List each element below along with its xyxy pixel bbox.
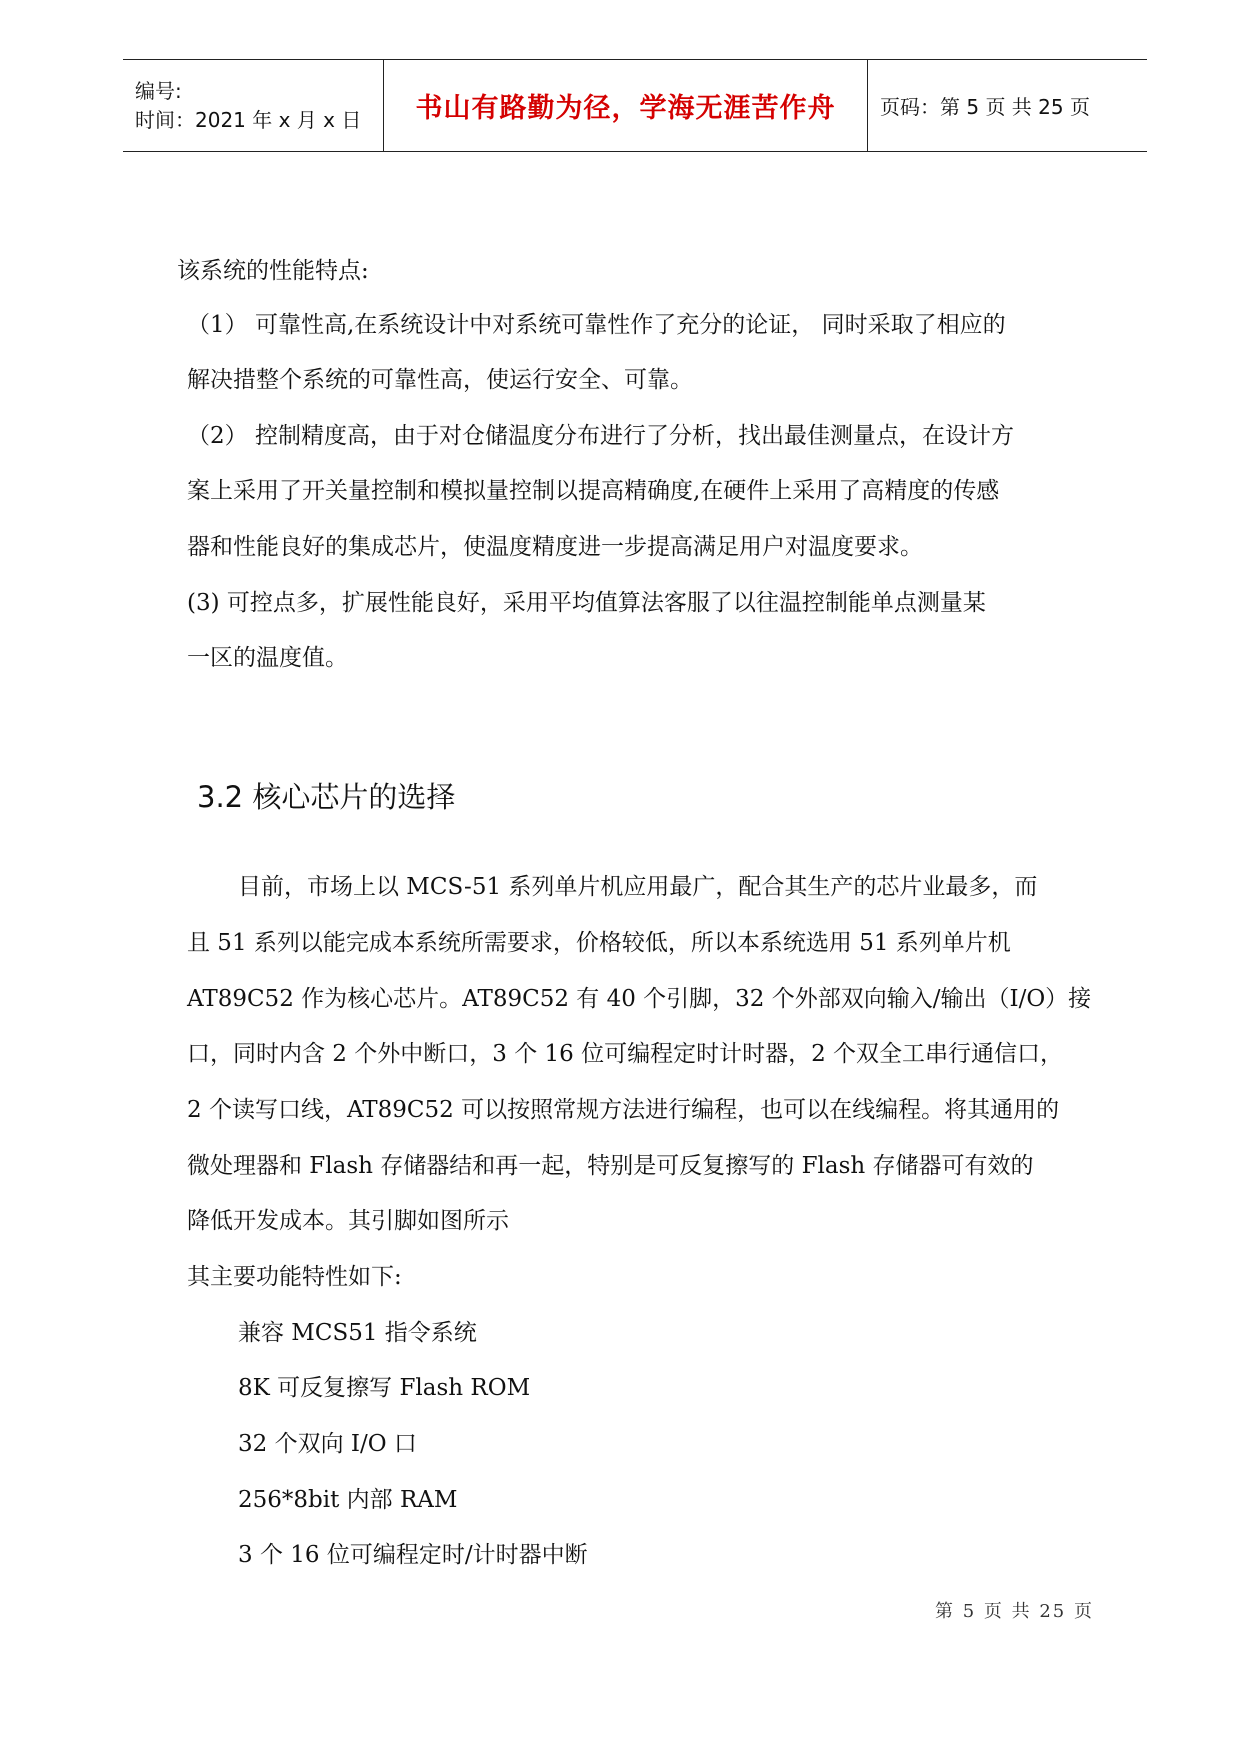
feature-item: 8K 可反复擦写 Flash ROM: [238, 1375, 531, 1401]
intro-item2-line1: （2） 控制精度高，由于对仓储温度分布进行了分析，找出最佳测量点，在设计方: [187, 423, 1014, 449]
intro-item2-line3: 器和性能良好的集成芯片，使温度精度进一步提高满足用户对温度要求。: [187, 534, 923, 560]
section-body-line6: 微处理器和 Flash 存储器结和再一起，特别是可反复擦写的 Flash 存储器可有效的: [187, 1153, 1034, 1179]
header-time-label: 时间：2021 年 x 月 x 日: [135, 107, 362, 132]
page-footer: 第 5 页 共 25 页: [935, 1601, 1094, 1622]
feature-item: 3 个 16 位可编程定时/计时器中断: [238, 1542, 588, 1568]
section-body-line4: 口，同时内含 2 个外中断口，3 个 16 位可编程定时计时器，2 个双全工串行通信口，: [187, 1041, 1064, 1067]
intro-item2-line2: 案上采用了开关量控制和模拟量控制以提高精确度,在硬件上采用了高精度的传感: [187, 478, 1000, 504]
intro-item1-line2: 解决措整个系统的可靠性高，使运行安全、可靠。: [187, 367, 693, 393]
section-body-line5: 2 个读写口线，AT89C52 可以按照常规方法进行编程，也可以在线编程。将其通用的: [187, 1097, 1060, 1123]
header-meta: [123, 60, 384, 151]
feature-item: 兼容 MCS51 指令系统: [238, 1320, 477, 1346]
section-body-line2: 且 51 系列以能完成本系统所需要求，价格较低，所以本系统选用 51 系列单片机: [187, 930, 1011, 956]
features-heading: 其主要功能特性如下:: [187, 1264, 402, 1290]
feature-item: 32 个双向 I/O 口: [238, 1431, 417, 1457]
section-body-line3: AT89C52 作为核心芯片。AT89C52 有 40 个引脚，32 个外部双向输入/输出（I/O）接: [187, 986, 1092, 1012]
intro-item1-line1: （1） 可靠性高,在系统设计中对系统可靠性作了充分的论证， 同时采取了相应的: [187, 312, 1006, 338]
section-body-line7: 降低开发成本。其引脚如图所示: [187, 1208, 509, 1234]
feature-item: 256*8bit 内部 RAM: [238, 1487, 458, 1513]
header-page-cell: [868, 60, 1147, 151]
header-page-info: 页码：第 5 页 共 25 页: [880, 95, 1090, 119]
section-title: 3.2 核心芯片的选择: [197, 780, 456, 814]
page-header: [123, 59, 1147, 152]
header-motto-cell: [384, 60, 868, 151]
intro-item3-line2: 一区的温度值。: [187, 645, 348, 671]
header-motto: 书山有路勤为径，学海无涯苦作舟: [415, 93, 836, 124]
intro-heading: 该系统的性能特点:: [177, 258, 369, 284]
section-body-line1: 目前，市场上以 MCS-51 系列单片机应用最广，配合其生产的芯片业最多，而: [238, 874, 1038, 900]
header-number-label: 编号:: [135, 78, 182, 103]
intro-item3-line1: (3) 可控点多，扩展性能良好，采用平均值算法客服了以往温控制能单点测量某: [187, 590, 986, 616]
